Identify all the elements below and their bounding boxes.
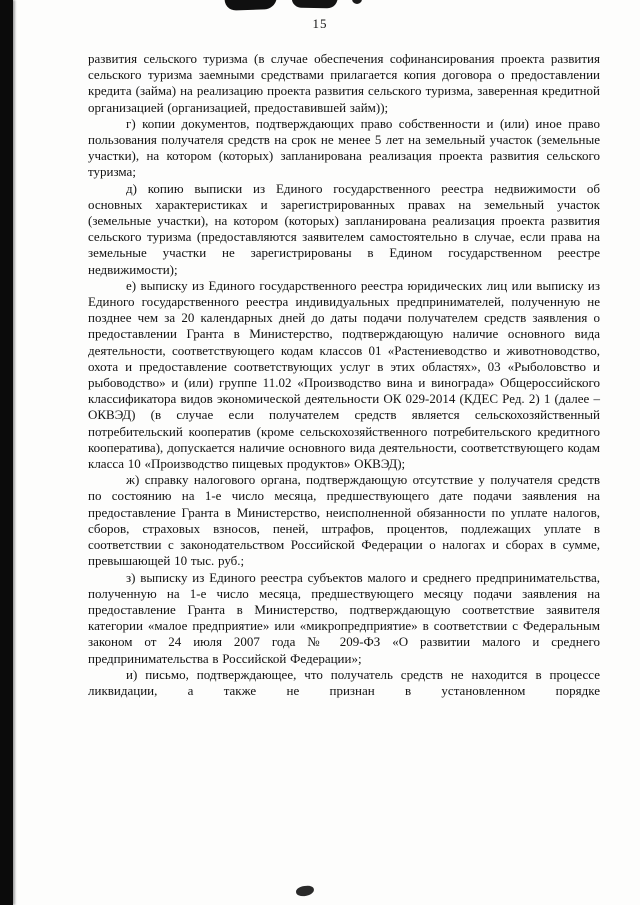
page-number: 15 bbox=[312, 16, 328, 31]
paragraph: е) выписку из Единого государственного реестра юридических лиц или выписку из Единого государственного реестра индивидуальных предпринимателей, полученную не позднее чем за 20 календарных дней до даты подачи получателем средств заявления о предоставлении Гранта в Министерство, подтверждающую наличие основного вида деятельности, соответствующего кодам классов 01 «Растениеводство и животноводство, охота и предоставление соответствующих услуг в этих областях», 03 «Рыболовство и рыбоводство» и (или) группе 11.02 «Производство вина и винограда» Общероссийского классификатора видов экономической деятельности ОК 029-2014 (КДЕС Ред. 2) 1 (далее – ОКВЭД) (в случае если получателем средств является сельскохозяйственный потребительский кооператив (кроме сельскохозяйственного потребительского кредитного кооператива), допускается наличие основного вида деятельности, соответствующего кодам класса 10 «Производство пищевых продуктов» ОКВЭД); bbox=[88, 277, 600, 472]
scan-top-artifact bbox=[352, 0, 362, 4]
scan-bottom-smudge bbox=[296, 885, 315, 897]
paragraph: ж) справку налогового органа, подтверждающую отсутствие у получателя средств по состоянию на 1-е число месяца, предшествующего дате подачи заявления на предоставление Гранта в Министерство, неисполненной обязанности по уплате налогов, сборов, страховых взносов, пеней, штрафов, процентов, подлежащих уплате в соответствии с законодательством Российской Федерации о налогах и сборах в сумме, превышающей 10 тыс. руб.; bbox=[88, 472, 600, 569]
scan-binding-edge-artifact bbox=[0, 0, 13, 905]
scan-top-artifact bbox=[222, 0, 277, 11]
paragraph: д) копию выписки из Единого государственного реестра недвижимости об основных характеристиках и зарегистрированных правах на земельный участок (земельные участки), на котором (которых) запланирована реализация проекта развития сельского туризма (предоставляются заявителем самостоятельно в случае, если права на земельные участки не зарегистрированы в Едином государственном реестре недвижимости); bbox=[88, 180, 600, 277]
paragraph: з) выписку из Единого реестра субъектов малого и среднего предпринимательства, полученную на 1-е число месяца, предшествующего месяцу подачи заявления на предоставление Гранта в Министерство, подтверждающую соответствие заявителя категории «малое предприятие» или «микропредприятие» в соответствии с Федеральным законом от 24 июля 2007 года № 209-ФЗ «О развитии малого и среднего предпринимательства в Российской Федерации»; bbox=[88, 569, 600, 666]
paragraph: и) письмо, подтверждающее, что получатель средств не находится в процессе ликвидации, а также не признан в установленном порядке bbox=[88, 666, 600, 698]
scan-top-artifact bbox=[291, 0, 339, 8]
document-body bbox=[88, 51, 600, 699]
paragraph: развития сельского туризма (в случае обеспечения софинансирования проекта развития сельского туризма заемными средствами прилагается копия договора о предоставлении кредита (займа) на реализацию проекта развития сельского туризма, заверенная кредитной организацией (организацией, предоставившей займ)); bbox=[88, 51, 600, 115]
paragraph: г) копии документов, подтверждающих право собственности и (или) иное право пользования получателя средств на срок не менее 5 лет на земельный участок (земельные участки), на котором (которых) запланирована реализация проекта развития сельского туризма; bbox=[88, 115, 600, 180]
